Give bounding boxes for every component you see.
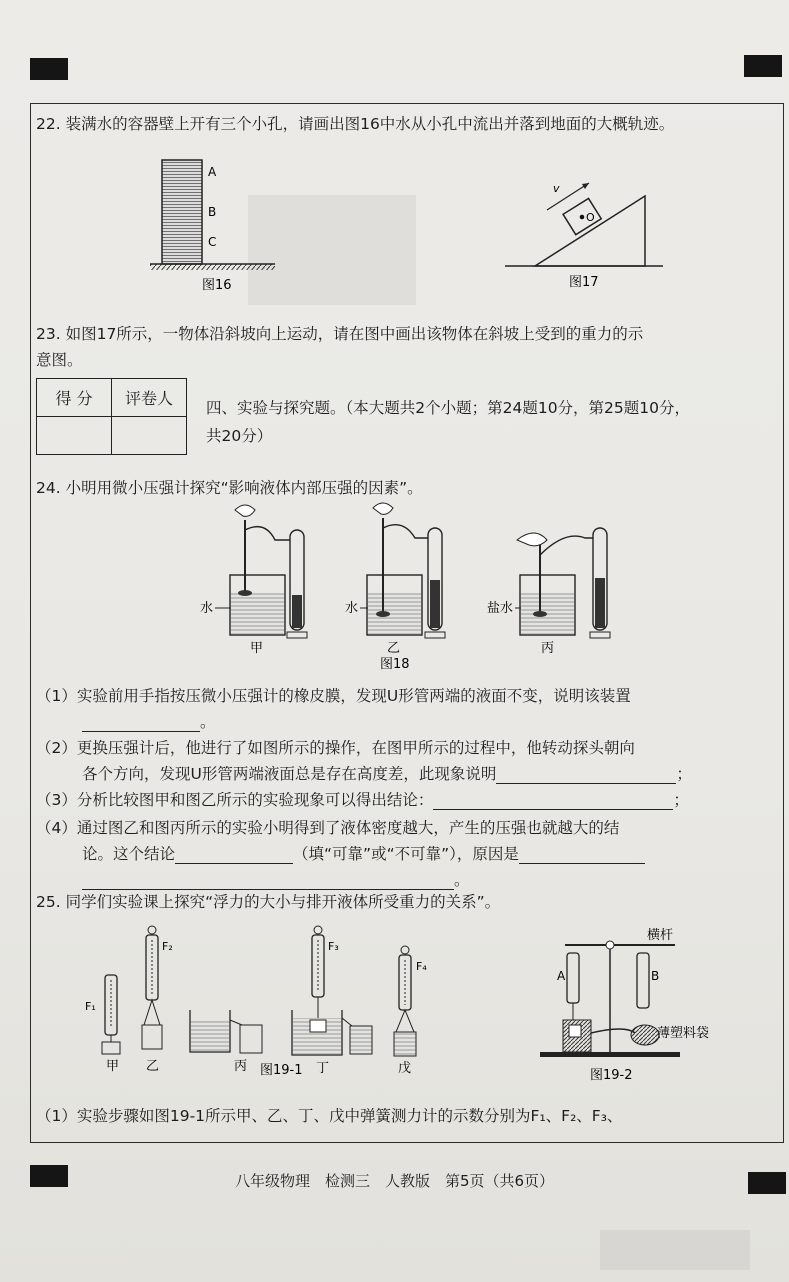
force-f4-label: F₄ <box>416 960 427 973</box>
step-bing <box>190 1010 262 1074</box>
apparatus-bing <box>487 528 610 656</box>
meter-a-label: A <box>557 969 566 983</box>
answer-blank-6[interactable] <box>82 873 454 890</box>
answer-blank-1[interactable] <box>82 715 200 732</box>
label-ding-19: 丁 <box>316 1061 330 1076</box>
answer-blank-5[interactable] <box>519 847 645 864</box>
crossbar-label: 横杆 <box>647 928 674 943</box>
answer-blank-2[interactable] <box>496 767 676 784</box>
step-wu <box>394 946 427 1076</box>
figure-19-1-caption: 图19-1 <box>260 1063 303 1078</box>
figure-16 <box>150 152 280 292</box>
figure-19-2-caption: 图19-2 <box>590 1068 633 1083</box>
saltwater-label: 盐水 <box>487 601 514 616</box>
step-yi <box>142 926 173 1074</box>
hole-c-label: C <box>208 235 217 249</box>
figure-17-caption: 图17 <box>569 275 599 290</box>
center-o-label: O <box>586 211 595 224</box>
apparatus-yi <box>345 503 445 672</box>
velocity-v-label: v <box>553 182 560 195</box>
q24-part3 <box>36 790 689 810</box>
q24-part2-line1: （2）更换压强计后，他进行了如图所示的操作，在图甲所示的过程中，他转动探头朝向 <box>36 739 635 757</box>
registration-mark-top-right <box>744 55 782 77</box>
label-wu-19: 戊 <box>398 1061 412 1076</box>
figure-17 <box>505 160 665 290</box>
q24-part4-end: 。 <box>454 871 470 889</box>
meter-b-label: B <box>651 969 660 983</box>
grader-label: 评卷人 <box>112 379 187 417</box>
label-yi-19: 乙 <box>146 1059 160 1074</box>
question-23-line2: 意图。 <box>36 351 83 369</box>
page-footer: 八年级物理 检测三 人教版 第5页（共6页） <box>234 1172 555 1190</box>
q24-part3-end: ； <box>673 791 689 809</box>
question-22: 22. 装满水的容器壁上开有三个小孔，请画出图16中水从小孔中流出并落到地面的大概轨迹。 <box>36 115 675 133</box>
question-23-line1: 23. 如图17所示，一物体沿斜坡向上运动，请在图中画出该物体在斜坡上受到的重力的示 <box>36 325 644 343</box>
force-f3-label: F₃ <box>328 940 339 953</box>
figure-19-1 <box>80 920 460 1080</box>
water-label-jia: 水 <box>200 601 214 616</box>
q24-part2-line2 <box>82 764 692 784</box>
q24-part4-line1: （4）通过图乙和图丙所示的实验小明得到了液体密度越大，产生的压强也就越大的结 <box>36 819 620 837</box>
q24-part2-text: 各个方向，发现U形管两端液面总是存在高度差，此现象说明 <box>82 765 497 783</box>
q24-part4-line2 <box>82 844 645 864</box>
score-label: 得 分 <box>37 379 112 417</box>
force-f2-label: F₂ <box>162 940 173 953</box>
section-4-heading-line1: 四、实验与探究题。（本大题共2个小题；第24题10分，第25题10分， <box>206 399 691 417</box>
q24-part3-text: （3）分析比较图甲和图乙所示的实验现象可以得出结论： <box>36 791 434 809</box>
q25-part1: （1）实验步骤如图19-1所示甲、乙、丁、戊中弹簧测力计的示数分别为F₁、F₂、F₃、 <box>36 1107 623 1125</box>
q24-part2-end: ； <box>676 765 692 783</box>
plastic-bag-label: 薄塑料袋 <box>657 1026 710 1041</box>
score-cell[interactable] <box>37 417 112 455</box>
figure-18 <box>195 500 625 685</box>
force-f1-label: F₁ <box>85 1000 96 1013</box>
grader-cell[interactable] <box>112 417 187 455</box>
label-bing: 丙 <box>541 641 555 656</box>
label-jia: 甲 <box>250 641 264 656</box>
hole-a-label: A <box>208 165 217 179</box>
q24-part4-text2: （填“可靠”或“不可靠”），原因是 <box>293 845 519 863</box>
registration-mark-top-left <box>30 58 68 80</box>
question-24-title: 24. 小明用微小压强计探究“影响液体内部压强的因素”。 <box>36 479 423 497</box>
q24-part4-text: 论。这个结论 <box>82 845 176 863</box>
answer-blank-4[interactable] <box>175 847 293 864</box>
q24-part4-line3 <box>82 870 470 890</box>
figure-16-caption: 图16 <box>202 278 232 292</box>
figure-19-2 <box>535 925 755 1085</box>
q24-part1-end: 。 <box>200 713 216 731</box>
water-label-yi: 水 <box>345 601 359 616</box>
q24-part1-line1: （1）实验前用手指按压微小压强计的橡皮膜，发现U形管两端的液面不变，说明该装置 <box>36 687 631 705</box>
hole-b-label: B <box>208 205 217 219</box>
apparatus-jia <box>200 505 307 656</box>
bleed-through <box>600 1230 750 1270</box>
label-jia-19: 甲 <box>106 1059 120 1074</box>
step-ding <box>292 926 372 1076</box>
q24-part1-line2 <box>82 712 216 732</box>
label-bing-19: 丙 <box>234 1059 248 1074</box>
figure-18-caption: 图18 <box>380 657 410 672</box>
step-jia <box>85 975 120 1074</box>
section-4-heading-line2: 共20分） <box>206 427 273 445</box>
answer-blank-3[interactable] <box>433 793 673 810</box>
question-25-title: 25. 同学们实验课上探究“浮力的大小与排开液体所受重力的关系”。 <box>36 893 501 911</box>
score-box <box>36 378 187 455</box>
label-yi: 乙 <box>387 641 401 656</box>
